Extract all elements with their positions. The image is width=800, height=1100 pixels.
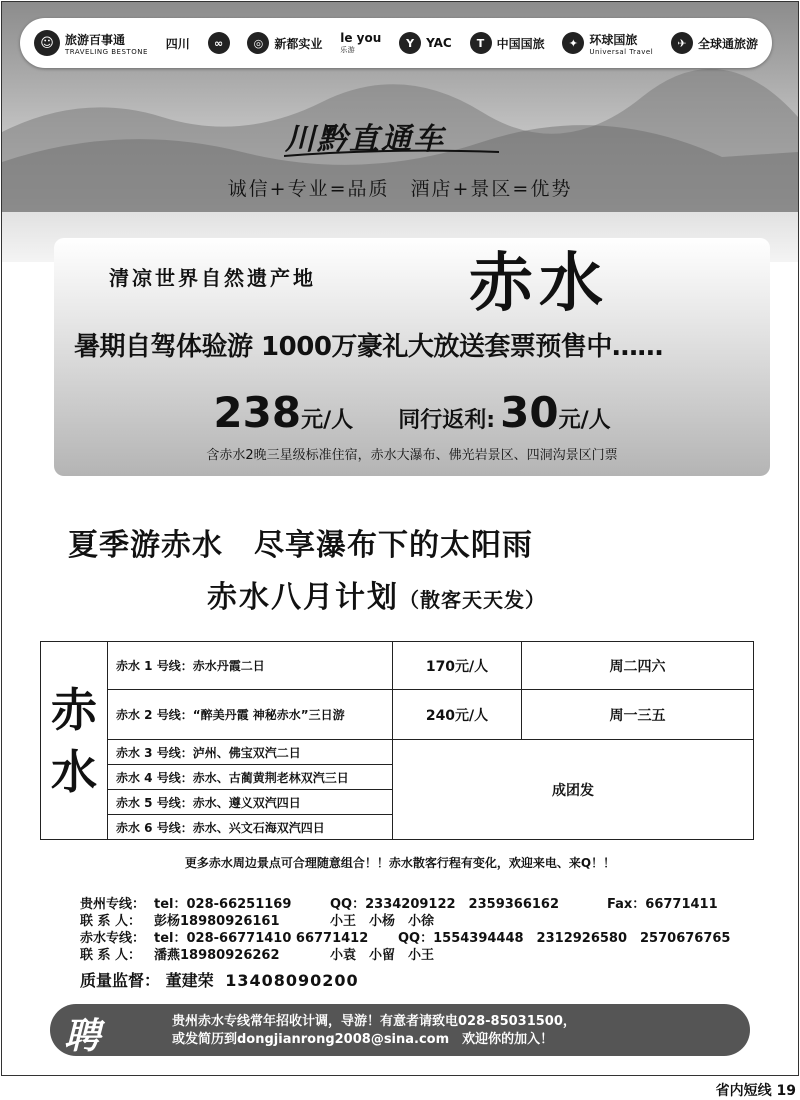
heritage-text: 清凉世界自然遗产地 xyxy=(109,266,316,290)
price-row xyxy=(54,388,770,437)
wings-icon: ✦ xyxy=(562,32,584,54)
promo-line: 暑期自驾体验游 1000万豪礼大放送套票预售中…… xyxy=(74,332,663,362)
rebate-unit: 元/人 xyxy=(558,408,611,433)
route-table xyxy=(40,641,754,840)
more-routes-note: 更多赤水周边景点可合理随意组合！！赤水散客行程有变化，欢迎来电、来Q！！ xyxy=(184,856,616,870)
recruit-mark: 聘 xyxy=(64,1015,101,1057)
slogan: 诚信+专业=品质 酒店+景区=优势 xyxy=(227,178,573,200)
partner-logo-bar xyxy=(20,18,772,68)
brand-swoosh xyxy=(284,148,499,158)
logo-leyou: le you 乐游 xyxy=(340,31,382,54)
quality-supervision: 质量监督： 董建荣 13408090200 xyxy=(80,971,359,990)
daily-departure-note: （散客天天发） xyxy=(399,588,546,612)
rebate-value: 30 xyxy=(500,388,559,437)
logo-quanqiutong: ✈ 全球通旅游 xyxy=(671,32,758,54)
logo-yac: Y YAC xyxy=(399,32,452,54)
advert-page: ☺ 旅游百事通 TRAVELING BESTONE 四川 ∞ ◎ 新都实业 le you 乐游 Y YAC T 中国国旅 ✦ 环球国旅 Universal Travel ✈ 全球通旅游 川黔直通车 诚信+专业=品质 酒店+景区=优势 清凉世界自然遗产地 赤水 暑期自驾体验游 1000万豪礼大放送套票预售中…… 238元/人 同行返利: 30元/人 含赤水2晚三星级标准住宿，赤水大瀑布、佛光岩景区、四洞沟景区门票 夏季游赤水 尽享瀑布下的太阳雨 赤水八月计划（散客天天发） 赤 水 赤水 1 号线：赤水丹霞二日 170元/人 周二四六 赤水 2 号线：“醉美丹霞 神秘赤水”三日游 240元/人 周一三五 赤水 3 号线：泸州、佛宝双汽二日 成团发 赤水 4 号线：赤水、古蔺黄荆老林双汽三日 赤水 5 号线：赤水、遵义双汽四日 赤水 6 号线：赤水、兴文石海双汽四日 更多赤水周边景点可合理随意组合！！赤水散客行程有变化，欢迎来电、来Q！！ 贵州专线： tel：028-66251169 QQ：2334209122 2359366162 Fax：66771411 联 系 人： 彭杨18980926161 小王 小杨 小徐 赤水专线： tel：028-66771410 66771412 QQ：1554394448 2312926580 2570676765 联 系 人： 潘燕18980926262 小袁 小留 小王 质量监督： 董建荣 13408090200 聘 贵州赤水专线常年招收计调，导游！有意者请致电028-85031500， 或发简历到dongjianrong2008@sina.com 欢迎你的加入！ xyxy=(1,1,799,1076)
swirl-icon: ◎ xyxy=(247,32,269,54)
recruitment-banner xyxy=(50,1004,750,1056)
route-name: 赤水 1 号线：赤水丹霞二日 xyxy=(108,642,393,690)
route-name: 赤水 5 号线：赤水、遵义双汽四日 xyxy=(108,790,393,815)
logo-cits: T 中国国旅 xyxy=(470,32,545,54)
swirl-icon: ∞ xyxy=(208,32,230,54)
august-plan-title: 赤水八月计划 xyxy=(207,580,399,615)
group-departure-note: 成团发 xyxy=(393,740,754,840)
hero-background xyxy=(2,2,798,262)
logo-swirl xyxy=(208,32,230,54)
logo-sichuan: 四川 xyxy=(165,36,190,51)
logo-universal: ✦ 环球国旅 Universal Travel xyxy=(562,31,653,56)
brand-title: 川黔直通车 xyxy=(285,122,445,157)
route-days: 周二四六 xyxy=(522,642,754,690)
promo-banner xyxy=(54,238,770,476)
page-number: 19 xyxy=(776,1083,796,1099)
table-row xyxy=(41,642,754,690)
badge-icon: Y xyxy=(399,32,421,54)
includes-text: 含赤水2晚三星级标准住宿，赤水大瀑布、佛光岩景区、四洞沟景区门票 xyxy=(206,448,618,463)
plane-icon: ✈ xyxy=(671,32,693,54)
badge-icon: T xyxy=(470,32,492,54)
logo-travel-bestone: ☺ 旅游百事通 TRAVELING BESTONE xyxy=(34,30,148,56)
headline-summer: 夏季游赤水 尽享瀑布下的太阳雨 xyxy=(68,528,533,563)
recruit-text: 贵州赤水专线常年招收计调，导游！有意者请致电028-85031500， 或发简历到dongjianrong2008@sina.com 欢迎你的加入！ xyxy=(172,1014,576,1047)
section-name: 省内短线 xyxy=(715,1083,772,1099)
headline-august-plan xyxy=(207,572,546,616)
route-name: 赤水 4 号线：赤水、古蔺黄荆老林双汽三日 xyxy=(108,765,393,790)
route-name: 赤水 3 号线：泸州、佛宝双汽二日 xyxy=(108,740,393,765)
table-row xyxy=(41,690,754,740)
rebate-label: 同行返利: xyxy=(398,408,496,433)
price-unit: 元/人 xyxy=(301,408,354,433)
destination-title: 赤水 xyxy=(469,246,609,321)
route-name: 赤水 6 号线：赤水、兴文石海双汽四日 xyxy=(108,815,393,840)
route-price: 240元/人 xyxy=(393,690,522,740)
route-name: 赤水 2 号线：“醉美丹霞 神秘赤水”三日游 xyxy=(108,690,393,740)
page-footer xyxy=(716,1080,796,1100)
route-side-label: 赤 水 xyxy=(41,642,108,840)
route-days: 周一三五 xyxy=(522,690,754,740)
route-price: 170元/人 xyxy=(393,642,522,690)
logo-xindu: ◎ 新都实业 xyxy=(247,32,322,54)
price-value: 238 xyxy=(213,388,302,437)
traveler-icon: ☺ xyxy=(34,30,60,56)
table-row xyxy=(41,740,754,765)
